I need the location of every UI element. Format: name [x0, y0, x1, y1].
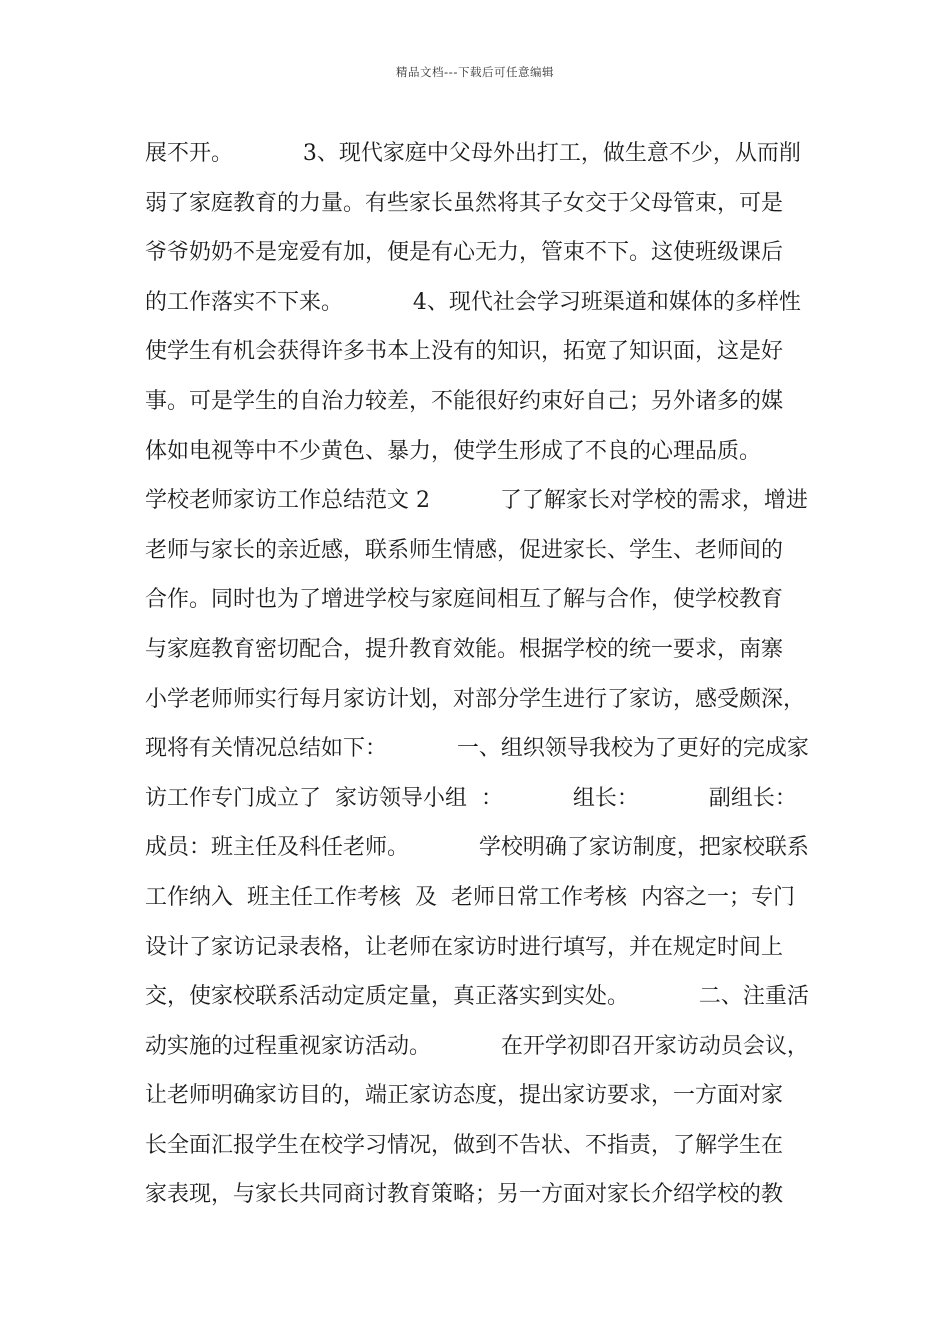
- text-line: 弱了家庭教育的力量。有些家长虽然将其子女交于父母管束，可是: [145, 190, 784, 216]
- text-line: 展不开。 3、现代家庭中父母外出打工，做生意不少，从而削: [145, 141, 801, 166]
- text-line: 家表现，与家长共同商讨教育策略；另一方面对家长介绍学校的教: [145, 1182, 784, 1208]
- text-line: 现将有关情况总结如下： 一、组织领导我校为了更好的完成家: [145, 736, 809, 762]
- text-line: 合作。同时也为了增进学校与家庭间相互了解与合作，使学校教育: [145, 587, 784, 613]
- text-line: 事。可是学生的自治力较差，不能很好约束好自己；另外诸多的媒: [145, 388, 784, 414]
- text-line: 访工作专门成立了 家访领导小组 ： 组长： 副组长：: [145, 785, 797, 811]
- text-line: 成员：班主任及科任老师。 学校明确了家访制度，把家校联系: [145, 835, 809, 861]
- text-line: 设计了家访记录表格，让老师在家访时进行填写，并在规定时间上: [145, 934, 784, 960]
- text-line: 使学生有机会获得许多书本上没有的知识，拓宽了知识面，这是好: [145, 339, 784, 365]
- text-line: 的工作落实不下来。 4、现代社会学习班渠道和媒体的多样性: [145, 289, 801, 315]
- page-header: 精品文档---下载后可任意编辑: [396, 65, 554, 79]
- text-line: 动实施的过程重视家访活动。 在开学初即召开家访动员会议，: [145, 1033, 809, 1059]
- document-body: [145, 129, 825, 1220]
- text-line: 小学老师师实行每月家访计划，对部分学生进行了家访，感受颇深，: [145, 686, 806, 712]
- text-line: 老师与家长的亲近感，联系师生情感，促进家长、学生、老师间的: [145, 537, 784, 563]
- text-line: 让老师明确家访目的，端正家访态度，提出家访要求，一方面对家: [145, 1083, 784, 1109]
- text-line: 工作纳入 班主任工作考核 及 老师日常工作考核 内容之一；专门: [145, 884, 795, 910]
- text-line: 长全面汇报学生在校学习情况，做到不告状、不指责，了解学生在: [145, 1132, 784, 1158]
- text-line: 与家庭教育密切配合，提升教育效能。根据学校的统一要求，南寨: [145, 636, 784, 662]
- text-line: 交，使家校联系活动定质定量，真正落实到实处。 二、注重活: [145, 984, 809, 1010]
- text-line: 学校老师家访工作总结范文 2 了了解家长对学校的需求，增进: [145, 488, 808, 514]
- text-line: 爷爷奶奶不是宠爱有加，便是有心无力，管束不下。这使班级课后: [145, 240, 784, 266]
- text-line: 体如电视等中不少黄色、暴力，使学生形成了不良的心理品质。: [145, 438, 762, 464]
